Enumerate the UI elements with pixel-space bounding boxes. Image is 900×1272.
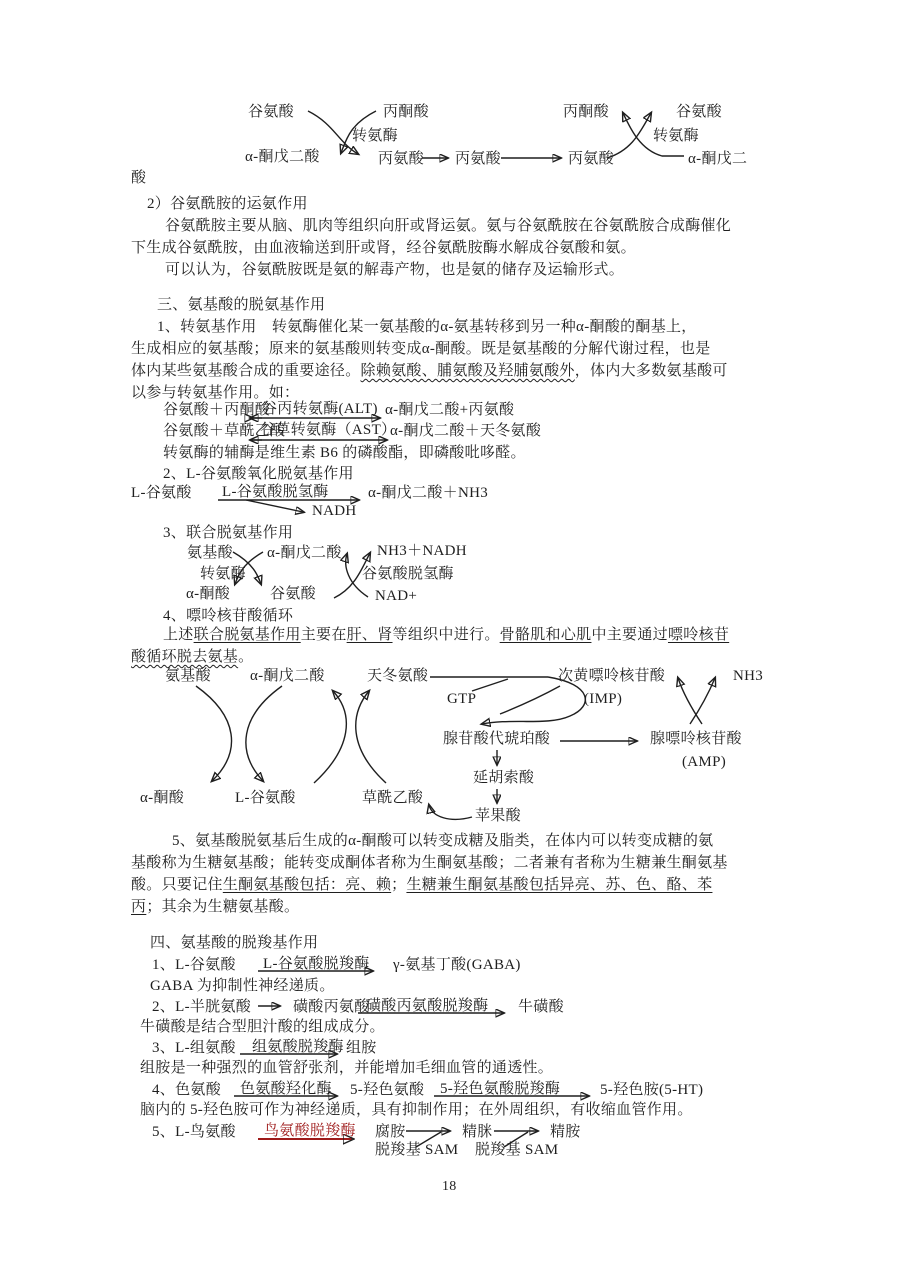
r3-product: 组胺 [346,1040,377,1056]
rx3-nadh-branch [246,500,303,512]
d2-nh3-nadh: NH3＋NADH [377,543,467,559]
r4-intermediate: 5-羟色氨酸 [350,1082,425,1098]
d1-alanine-3: 丙氨酸 [568,151,614,167]
s3-heading-3: 3、联合脱氨基作用 [163,525,294,541]
d3-gtp: GTP [447,691,477,707]
d1-alanine-2: 丙氨酸 [455,151,501,167]
d2-keto-acid: α-酮酸 [186,586,231,602]
d3-amino-acid: 氨基酸 [165,668,211,684]
r4-enzyme-1: 色氨酸羟化酶 [240,1081,332,1097]
s3-heading-2: 2、L-谷氨酸氧化脱氨基作用 [163,466,354,482]
s3-heading: 三、氨基酸的脱氨基作用 [157,297,326,313]
d3-imp-to-adss-curve [500,686,560,714]
r1-substrate: 1、L-谷氨酸 [152,957,236,973]
s2-paragraph-2: 下生成谷氨酰胺，由血液输送到肝或肾，经谷氨酰胺酶水解成谷氨酸和氨。 [131,240,636,256]
d2-nad: NAD+ [375,588,418,604]
d1-glutamate-right: 谷氨酸 [676,104,722,120]
s3-paragraph-3 [131,363,728,380]
s3-p6-u2: 肝、肾 [346,627,393,643]
s2-paragraph-1: 谷氨酰胺主要从脑、肌肉等组织向肝或肾运氨。氨与谷氨酰胺在谷氨酰胺合成酶催化 [165,218,732,234]
d3-nh3: NH3 [733,668,764,684]
s5-paragraph-1: 5、氨基酸脱氨基后生成的α-酮酸可以转变成糖及脂类，在体内可以转变成糖的氨 [172,833,714,849]
d3-glutamate: L-谷氨酸 [235,790,296,806]
r5-spermidine: 精脒 [462,1124,493,1140]
s5-p3-u2: 生糖兼生酮氨基酸包括异亮、苏、色、酪、苯 [406,877,713,893]
rx1-enzyme: 谷丙转氨酶(ALT) [262,401,378,417]
r1-enzyme: L-谷氨酸脱羧酶 [263,956,370,972]
rx2-products: α-酮戊二酸＋天冬氨酸 [390,423,542,439]
d3-fumarate: 延胡索酸 [473,770,535,786]
d3-exchange-3 [314,691,346,783]
s4-heading: 四、氨基酸的脱羧基作用 [150,935,319,951]
r5-cofactor-1: 脱羧基 SAM [375,1142,459,1158]
r5-spermine: 精胺 [550,1124,581,1140]
s3-heading-4: 4、嘌呤核苷酸循环 [163,608,294,624]
d3-malate-to-oaa-curve [429,805,472,819]
r2-intermediate: 磺酸丙氨酸 [293,999,370,1015]
r4-substrate: 4、色氨酸 [152,1082,222,1098]
d3-malate: 苹果酸 [475,808,521,824]
s5-p4-u: 丙 [131,899,147,915]
d3-aspartate: 天冬氨酸 [367,668,429,684]
d3-keto-acid: α-酮酸 [140,790,185,806]
d1-alanine-1: 丙氨酸 [378,151,424,167]
r1-product: γ-氨基丁酸(GABA) [393,957,521,973]
d3-ketoglutarate: α-酮戊二酸 [250,668,325,684]
d3-amp: 腺嘌呤核苷酸 [650,731,742,747]
r4-enzyme-2: 5-羟色氨酸脱羧酶 [440,1081,561,1097]
d3-exchange-1 [196,686,232,781]
rx2-enzyme: 谷草转氨酶（AST） [260,422,397,438]
d3-exchange-imp-2 [690,678,715,724]
s3-paragraph-1: 1、转氨基作用 转氨酶催化某一氨基酸的α-氨基转移到另一种α-酮酸的酮基上， [157,319,697,335]
s5-p3-a: 酸。只要记住 [131,877,223,893]
d1-pyruvate-right: 丙酮酸 [563,104,609,120]
rx3-products: α-酮戊二酸＋NH3 [368,485,489,501]
s3-p3-text-a: 体内某些氨基酸合成的重要途径。 [131,363,361,379]
s5-p3-u1: 生酮氨基酸包括：亮、赖 [222,877,392,893]
d1-exchange-left-1 [308,111,358,154]
rx2-substrates: 谷氨酸＋草酰乙酸 [163,423,286,439]
s2-heading: 2）谷氨酰胺的运氨作用 [147,196,308,212]
d3-oxaloacetate: 草酰乙酸 [362,790,424,806]
s4-paragraph-2: 牛磺酸是结合型胆汁酸的组成成分。 [140,1019,385,1035]
s5-p3-b: ； [391,877,407,893]
d3-gtp-line [472,679,508,691]
s3-paragraph-4: 以参与转氨基作用。如： [131,385,300,401]
s5-paragraph-2: 基酸称为生糖氨基酸；能转变成酮体者称为生酮氨基酸；二者兼有者称为生糖兼生酮氨基 [131,855,728,871]
s3-p6-u3: 骨骼肌和心肌 [499,627,592,643]
rx1-products: α-酮戊二酸+丙氨酸 [385,402,515,418]
r5-cofactor-2: 脱羧基 SAM [475,1142,559,1158]
d2-glutamate: 谷氨酸 [270,586,316,602]
d3-exchange-2 [246,686,282,781]
d1-glutamate-left: 谷氨酸 [248,104,294,120]
rx1-substrates: 谷氨酸＋丙酮酸 [163,402,271,418]
d3-exchange-imp-1 [678,678,702,724]
d2-transaminase: 转氨酶 [200,566,246,582]
d2-amino-acid: 氨基酸 [187,545,233,561]
s3-p6-c: 等组织中进行。 [392,627,500,643]
r2-enzyme: 磺酸丙氨酸脱羧酶 [366,998,489,1014]
d1-pyruvate-left: 丙酮酸 [383,104,429,120]
rx3-substrate: L-谷氨酸 [131,485,192,501]
s3-paragraph-6 [163,627,729,644]
s3-p7-underlined: 酸循环脱去氨基 [131,649,239,665]
d3-exchange-4 [356,691,386,783]
s3-p6-b: 主要在 [300,627,347,643]
r5-putrescine: 腐胺 [375,1124,406,1140]
s5-p4-b: ；其余为生糖氨基酸。 [146,899,300,915]
d1-transaminase-left: 转氨酶 [352,128,398,144]
rx3-cofactor-nadh: NADH [312,503,357,519]
d3-adenylosuccinate: 腺苷酸代琥珀酸 [443,731,551,747]
d1-transaminase-right: 转氨酶 [653,128,699,144]
r3-enzyme: 组氨酸脱羧酶 [252,1039,344,1055]
page-number: 18 [442,1179,457,1194]
s4-paragraph-1: GABA 为抑制性神经递质。 [150,978,335,994]
s5-paragraph-3 [131,877,712,894]
d1-ketoglutarate-left: α-酮戊二酸 [245,149,320,165]
r2-product: 牛磺酸 [518,999,564,1015]
r5-enzyme: 鸟氨酸脱羧酶 [264,1123,356,1139]
s3-paragraph-5: 转氨酶的辅酶是维生素 B6 的磷酸酯，即磷酸吡哆醛。 [163,445,526,461]
s3-p6-u1: 联合脱氨基作用 [193,627,301,643]
r5-substrate: 5、L-鸟氨酸 [152,1124,236,1140]
s4-paragraph-4: 脑内的 5-羟色胺可作为神经递质，具有抑制作用；在外周组织，有收缩血管作用。 [140,1102,693,1118]
s3-p6-u4: 嘌呤核苷 [667,627,730,643]
d3-imp: 次黄嘌呤核苷酸 [558,668,666,684]
d3-amp-abbr: (AMP) [682,754,727,770]
rx3-enzyme: L-谷氨酸脱氢酶 [222,484,329,500]
s3-p7-b: 。 [238,649,254,665]
s5-paragraph-4 [131,899,299,916]
d1-ketoglutarate-right: α-酮戊二 [688,151,748,167]
s3-paragraph-2: 生成相应的氨基酸；原来的氨基酸则转变成α-酮酸。既是氨基酸的分解代谢过程，也是 [131,341,711,357]
d3-imp-abbr: (IMP) [584,691,623,707]
r4-product: 5-羟色胺(5-HT) [600,1082,704,1098]
d2-glutamate-dehydrogenase: 谷氨酸脱氢酶 [362,566,454,582]
s3-paragraph-7 [131,649,253,666]
r3-substrate: 3、L-组氨酸 [152,1040,236,1056]
d1-wrap-char: 酸 [131,170,147,186]
s3-p3-underlined: 除赖氨酸、脯氨酸及羟脯氨酸外 [360,363,575,379]
s3-p6-a: 上述 [163,627,194,643]
s3-p6-d: 中主要通过 [591,627,668,643]
r2-substrate: 2、L-半胱氨酸 [152,999,252,1015]
s3-p3-text-b: ，体内大多数氨基酸可 [574,363,728,379]
d2-ketoglutarate: α-酮戊二酸 [267,545,342,561]
s2-paragraph-3: 可以认为，谷氨酰胺既是氨的解毒产物，也是氨的储存及运输形式。 [165,262,625,278]
s4-paragraph-3: 组胺是一种强烈的血管舒张剂，并能增加毛细血管的通透性。 [140,1060,554,1076]
